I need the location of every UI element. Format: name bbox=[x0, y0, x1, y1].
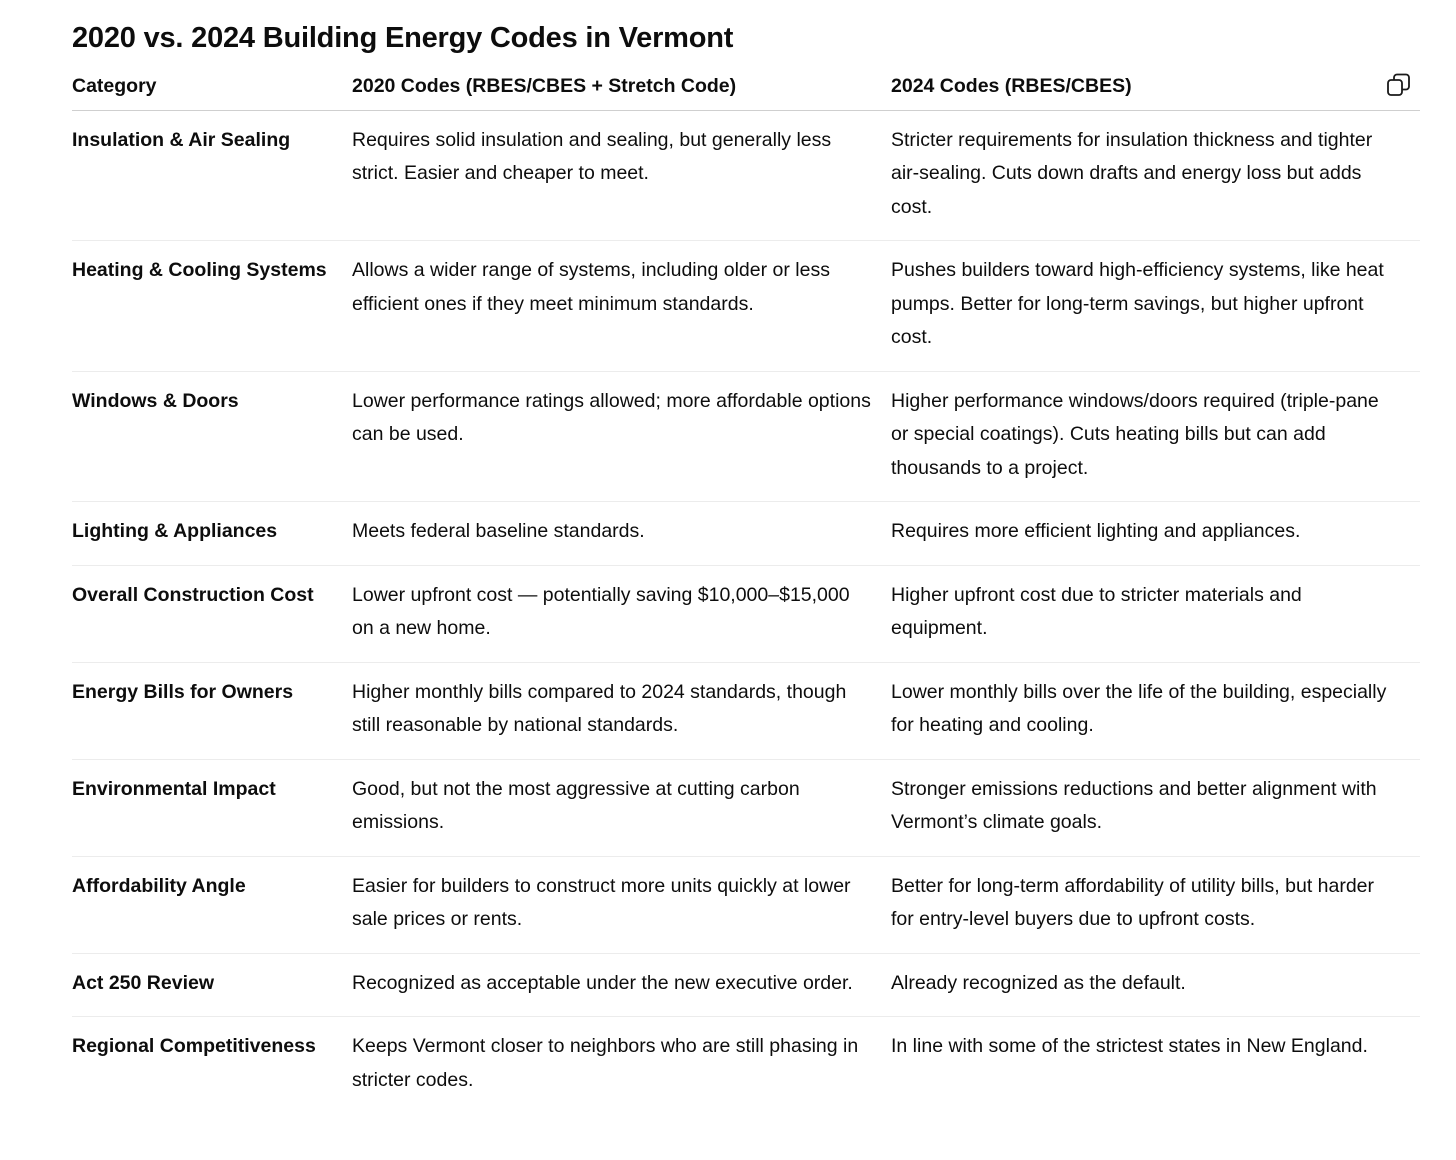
row-category: Overall Construction Cost bbox=[72, 565, 352, 662]
table-row bbox=[72, 759, 1420, 856]
cell-2020: Requires solid insulation and sealing, but generally less strict. Easier and cheaper to meet. bbox=[352, 110, 891, 241]
table-row bbox=[72, 371, 1420, 502]
row-category: Affordability Angle bbox=[72, 856, 352, 953]
row-category: Energy Bills for Owners bbox=[72, 662, 352, 759]
cell-2020: Recognized as acceptable under the new executive order. bbox=[352, 953, 891, 1017]
cell-2024: Higher performance windows/doors required (triple-pane or special coatings). Cuts heating bills but can add thousands to a project. bbox=[891, 371, 1420, 502]
row-category: Heating & Cooling Systems bbox=[72, 241, 352, 372]
cell-2020: Keeps Vermont closer to neighbors who are still phasing in stricter codes. bbox=[352, 1035, 859, 1091]
cell-2024: Already recognized as the default. bbox=[891, 953, 1420, 1017]
cell-2024: Pushes builders toward high-efficiency systems, like heat pumps. Better for long-term savings, but higher upfront cost. bbox=[891, 241, 1420, 372]
cell-2020: Higher monthly bills compared to 2024 standards, though still reasonable by national standards. bbox=[352, 662, 891, 759]
table-body bbox=[72, 110, 1420, 1113]
table-row bbox=[72, 565, 1420, 662]
cell-2024: Higher upfront cost due to stricter materials and equipment. bbox=[891, 565, 1420, 662]
cell-2020: Allows a wider range of systems, including older or less efficient ones if they meet minimum standards. bbox=[352, 241, 891, 372]
table-row bbox=[72, 110, 1420, 241]
table-header bbox=[72, 64, 1420, 110]
header-row bbox=[72, 64, 1420, 110]
page-title: 2020 vs. 2024 Building Energy Codes in Vermont bbox=[72, 22, 734, 54]
table-row bbox=[72, 856, 1420, 953]
row-category: Lighting & Appliances bbox=[72, 502, 352, 566]
cell-2024: In line with some of the strictest states in New England. bbox=[891, 1035, 1368, 1057]
cell-2024: Stricter requirements for insulation thickness and tighter air-sealing. Cuts down drafts and energy loss but adds cost. bbox=[891, 110, 1420, 241]
cell-2024: Better for long-term affordability of utility bills, but harder for entry-level buyers due to upfront costs. bbox=[891, 856, 1420, 953]
cell-2020: Lower upfront cost — potentially saving $10,000–$15,000 on a new home. bbox=[352, 565, 891, 662]
table-row bbox=[72, 241, 1420, 372]
column-header-2020-codes: 2020 Codes (RBES/CBES + Stretch Code) bbox=[352, 64, 891, 110]
cell-2024: Stronger emissions reductions and better alignment with Vermont’s climate goals. bbox=[891, 759, 1420, 856]
table-row bbox=[72, 1017, 1420, 1114]
row-category: Insulation & Air Sealing bbox=[72, 110, 352, 241]
row-category: Act 250 Review bbox=[72, 953, 352, 1017]
table-row bbox=[72, 502, 1420, 566]
cell-2024: Lower monthly bills over the life of the building, especially for heating and cooling. bbox=[891, 662, 1420, 759]
table-row bbox=[72, 662, 1420, 759]
table-row bbox=[72, 953, 1420, 1017]
cell-2020: Meets federal baseline standards. bbox=[352, 502, 891, 566]
row-category: Environmental Impact bbox=[72, 759, 352, 856]
row-category: Regional Competitiveness bbox=[72, 1035, 316, 1057]
row-category: Windows & Doors bbox=[72, 371, 352, 502]
column-header-2024-codes: 2024 Codes (RBES/CBES) bbox=[891, 64, 1420, 110]
codes-comparison-table bbox=[72, 64, 1420, 1113]
cell-2024: Requires more efficient lighting and appliances. bbox=[891, 502, 1420, 566]
column-header-category: Category bbox=[72, 64, 352, 110]
cell-2020: Lower performance ratings allowed; more affordable options can be used. bbox=[352, 371, 891, 502]
cell-2020: Easier for builders to construct more units quickly at lower sale prices or rents. bbox=[352, 856, 891, 953]
cell-2020: Good, but not the most aggressive at cutting carbon emissions. bbox=[352, 759, 891, 856]
